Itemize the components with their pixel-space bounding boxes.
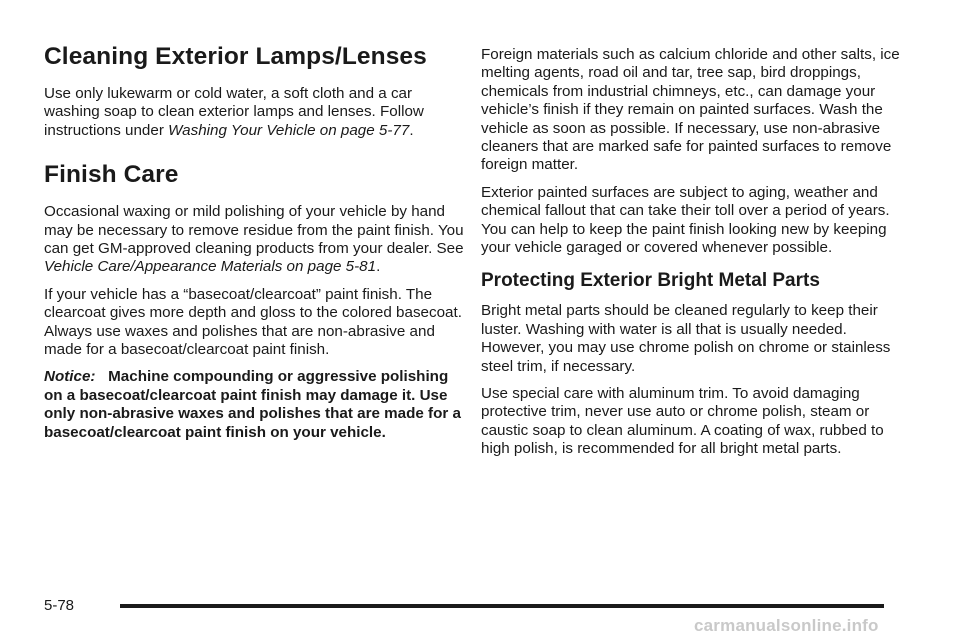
cross-reference-washing: Washing Your Vehicle on page 5-77: [168, 121, 410, 139]
paragraph-foreign-materials: Foreign materials such as calcium chloride and other salts, ice melting agents, road oil and tar, tree sap, bird droppings, chemicals from industrial chimneys, etc., can damage your vehicle’s finish if they remain on painted surfaces. Wash the vehicle as soon as possible. If necessary, use non-abrasive cleaners that are marked safe for painted surfaces to remove foreign matter.: [481, 46, 900, 174]
paragraph-basecoat: If your vehicle has a “basecoat/clearcoat” paint finish. The clearcoat gives more depth and gloss to the colored basecoat. Always use waxes and polishes that are non-abrasive and made for a basecoat/clearcoat paint finish.: [44, 285, 462, 358]
paragraph-lamps-cleaning: Use only lukewarm or cold water, a soft cloth and a car washing soap to clean exterior lamps and lenses. Follow instructions under Washing Your Vehicle on page 5-77.: [44, 84, 424, 139]
paragraph-aluminum-trim: Use special care with aluminum trim. To avoid damaging protective trim, never use auto or chrome polish, steam or caustic soap to clean aluminum. A coating of wax, rubbed to high polish, is recommended for all bright metal parts.: [481, 384, 884, 458]
notice-paragraph: [44, 368, 464, 442]
page-number: 5-78: [44, 597, 75, 614]
paragraph-aging: Exterior painted surfaces are subject to aging, weather and chemical fallout that can take their toll over a period of years. You can help to keep the paint finish looking new by keeping your vehicle garaged or covered whenever possible.: [481, 183, 890, 257]
paragraph-waxing: Occasional waxing or mild polishing of your vehicle by hand may be necessary to remove residue from the paint finish. You can get GM-approved cleaning products from your dealer. See Vehicle Care/Appearance Materials on page 5-81.: [44, 203, 464, 276]
paragraph-bright-metal: Bright metal parts should be cleaned regularly to keep their luster. Washing with water is all that is usually needed. However, you may use chrome polish on chrome or stainless steel trim, if necessary.: [481, 302, 891, 375]
notice-text: Machine compounding or aggressive polishing on a basecoat/clearcoat paint finish may damage it. Use only non-abrasive waxes and polishes that are made for a basecoat/clearcoat paint finish on your vehicle.: [44, 368, 461, 441]
heading-finish-care: Finish Care: [44, 161, 179, 189]
cross-reference-appearance-materials: Vehicle Care/Appearance Materials on page 5-81: [44, 258, 377, 276]
watermark: carmanualsonline.info: [694, 616, 879, 635]
heading-cleaning-exterior-lamps: Cleaning Exterior Lamps/Lenses: [44, 43, 427, 70]
footer-divider: [120, 604, 884, 608]
left-column: [44, 44, 464, 451]
notice-label: Notice:: [44, 368, 96, 386]
heading-bright-metal-parts: Protecting Exterior Bright Metal Parts: [481, 270, 820, 292]
right-column: [481, 46, 901, 468]
